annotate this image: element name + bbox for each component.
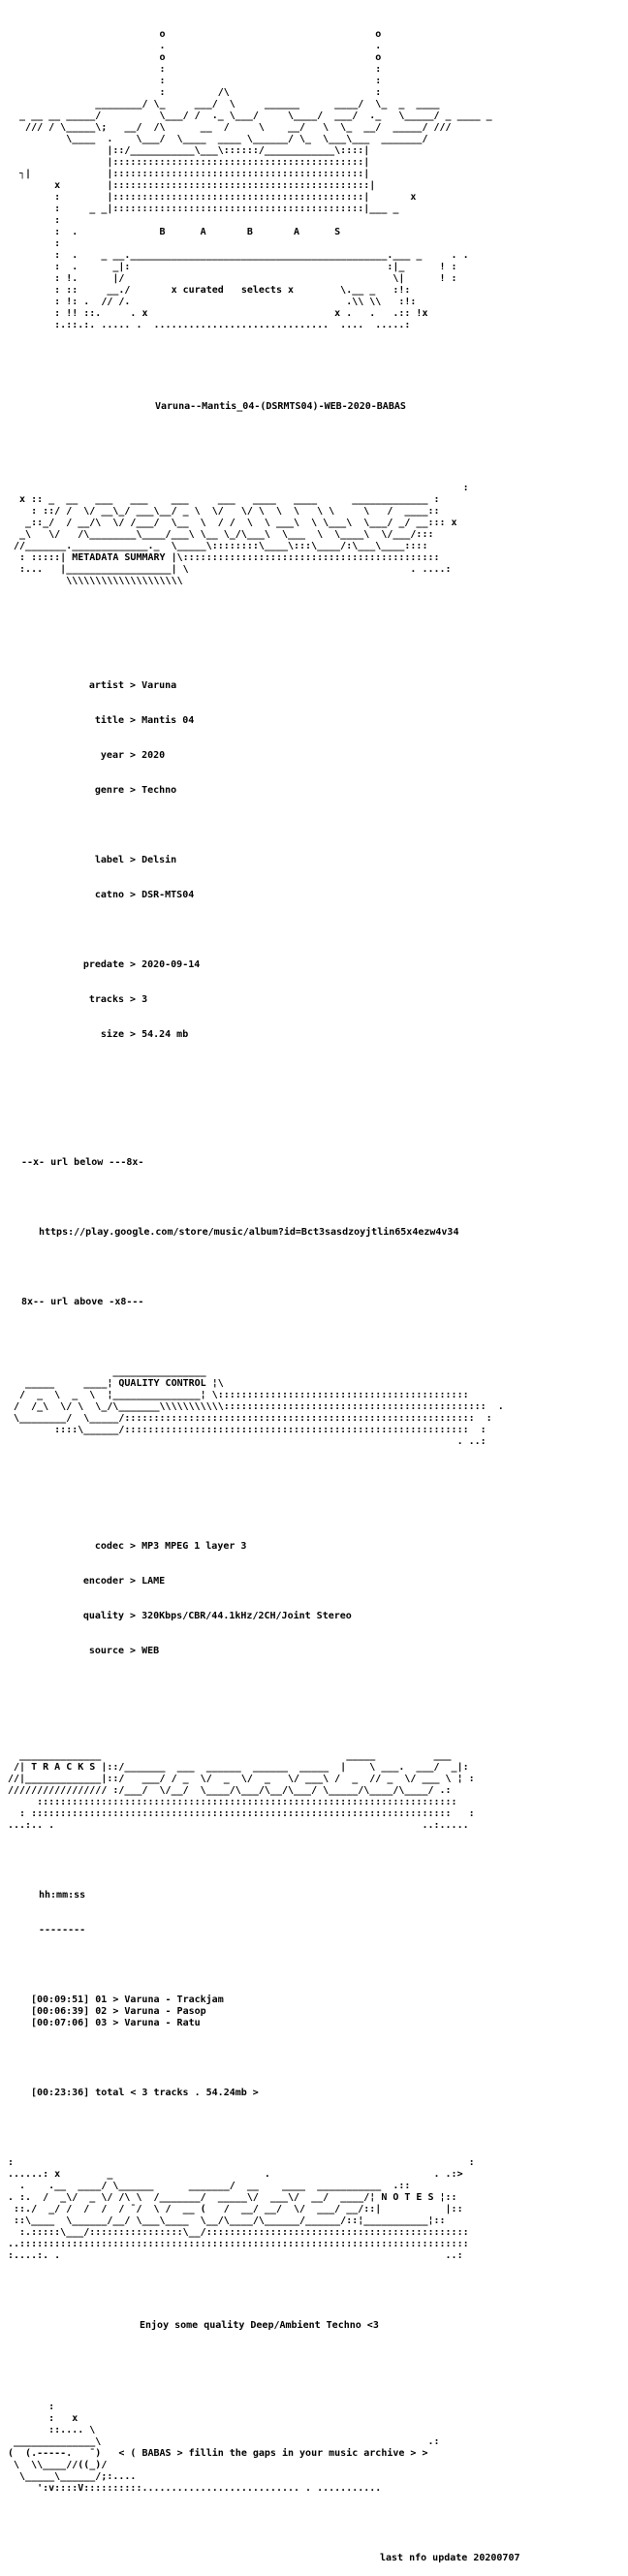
- footer-art-line: ______________\ .:: [8, 2436, 440, 2447]
- header-art-line: : |:::::::::::::::::::::::::::::::::::::::::::| x: [8, 192, 417, 203]
- metadata-art-line: :: [8, 483, 469, 493]
- quality-control-art: [8, 1367, 620, 1448]
- quality-list: [8, 1518, 620, 1681]
- quality-control-art-line: ::::\______/::::::::::::::::::::::::::::::::::::::::::::::::::::::::::: :: [8, 1425, 487, 1435]
- footer-art-line: ':v::::V::::::::::........................... . ...........: [8, 2483, 388, 2494]
- metadata-art-line: : :::::| METADATA SUMMARY |\::::::::::::::::::::::::::::::::::::::::::::: [8, 552, 440, 563]
- metadata-year-row: year > 2020: [100, 750, 166, 761]
- metadata-art-line: _::_/ / __/\ \/ /___/ \__ \ / / \ \ ___\ \ \___\ \___/ _/ __::: x: [8, 518, 457, 528]
- header-art-line: :: [8, 238, 61, 249]
- header-art-line: :.::.:. ..... . .............................. .... .....:: [8, 320, 411, 330]
- tracklist-header-underline: --------: [39, 1925, 86, 1935]
- tracks-art: [8, 1750, 620, 1832]
- footer-art-line: \_____\______/;:....: [8, 2471, 137, 2482]
- metadata-art-line: \\\\\\\\\\\\\\\\\\\\: [8, 576, 183, 586]
- metadata-artist-row: artist > Varuna: [88, 680, 177, 691]
- track-row: [00:09:51] 01 > Varuna - Trackjam: [31, 1995, 224, 2005]
- header-art-line: : !. |/ \| ! :: [8, 273, 457, 284]
- track-title: Ratu: [176, 2018, 201, 2028]
- track-artist: Varuna: [124, 1995, 160, 2005]
- quality-control-art-line: . ..:: [8, 1436, 487, 1447]
- track-time: [00:06:39]: [31, 2006, 90, 2017]
- notes-art-line: ::\____ \______/__/ \___\____ \__/\____/\______/______/::¦___________¦::: [8, 2215, 446, 2226]
- metadata-tracks-row: tracks > 3: [88, 994, 148, 1005]
- tracks-art-line: ///////////////// :/___/ \/__/ \____/\___/\__/\___/ \_____/\____/\____/ .:: [8, 1785, 452, 1796]
- tracks-art-line: : :::::::::::::::::::::::::::::::::::::::::::::::::::::::::::::::::::::::: :: [8, 1808, 475, 1819]
- header-art-line: : . _|: :|_ ! :: [8, 262, 457, 272]
- header-art-line: :: [8, 215, 61, 226]
- track-number: 01: [95, 1995, 108, 2005]
- header-art-line: x |::::::::::::::::::::::::::::::::::::::::::::|: [8, 180, 376, 191]
- quality-codec-row: codec > MP3 MPEG 1 layer 3: [94, 1541, 247, 1552]
- footer-art-line: ( (.-----. ¯) < ( BABAS > fillin the gaps in your music archive > >: [8, 2448, 428, 2459]
- quality-source-row: source > WEB: [88, 1646, 160, 1656]
- tracks-art-line: /| T R A C K S |::/_______ ___ ______ ______ _____ | \ ___. ___/ _|:: [8, 1762, 469, 1773]
- footer-art-line: ::.... \: [8, 2425, 96, 2435]
- notes-art-line: . .__ ____/ \______ _______/ __ ____ ___________ .::: [8, 2181, 411, 2191]
- header-art-line: /// / \_____\; __/ /\ __ / \ __/ \ \_ __/ _____/ ///: [8, 122, 452, 133]
- url-below-marker: --x- url below ---8x-: [21, 1157, 144, 1168]
- metadata-art-line: //_______._____________._ \_____\::::::::\____\:::\____/:\___\____::::: [8, 541, 428, 551]
- metadata-predate-row: predate > 2020-09-14: [82, 959, 201, 970]
- track-title: Pasop: [176, 2006, 206, 2017]
- url-above-marker: 8x-- url above -x8---: [21, 1297, 144, 1307]
- header-art-line: |:::::::::::::::::::::::::::::::::::::::::::|: [8, 157, 370, 168]
- tracklist-header: hh:mm:ss: [39, 1890, 86, 1901]
- track-time: [00:09:51]: [31, 1995, 90, 2005]
- header-art-line: o o: [8, 29, 382, 40]
- metadata-art-line: _\ \/ /\________\____/___\ \__ \_/\___\ \___ \ \____\ \/___/:::: [8, 529, 434, 540]
- quality-quality-row: quality > 320Kbps/CBR/44.1kHz/2CH/Joint Stereo: [82, 1611, 352, 1621]
- notes-text: Enjoy some quality Deep/Ambient Techno <3: [140, 2320, 379, 2331]
- quality-encoder-row: encoder > LAME: [82, 1576, 166, 1586]
- header-art-line: : !: . // /. .\\ \\ :!:: [8, 297, 417, 307]
- metadata-art-line: :... |__________________| \ . ....:: [8, 564, 452, 575]
- notes-art-line: :....:. . ..:: [8, 2250, 463, 2261]
- metadata-genre-row: genre > Techno: [94, 785, 177, 796]
- header-art-line: \____ . \___/ \____ ____ \______/ \_ \___\___ _______/: [8, 134, 428, 144]
- header-art-line: |::/___________\___\::::::/____________\::::|: [8, 145, 370, 156]
- header-art-line: _ __ __ _____/ \___/ / ._ \___/ \____/ ___/ ._ \_____/ _ ____ _: [8, 110, 492, 121]
- header-art-line: ┐| |:::::::::::::::::::::::::::::::::::::::::::|: [8, 169, 370, 179]
- track-title: Trackjam: [176, 1995, 224, 2005]
- notes-art-line: ......: x _ . . .:>: [8, 2169, 463, 2180]
- tracks-art-line: ______________ _____ ___: [8, 1750, 452, 1761]
- quality-control-art-line: \________/ \_____/:::::::::::::::::::::::::::::::::::::::::::::::::::::::::::: :: [8, 1413, 492, 1424]
- quality-control-art-line: ________________: [8, 1367, 206, 1377]
- notes-art-line: :.:::::\___/::::::::::::::::\__/:::::::::::::::::::::::::::::::::::::::::::::: [8, 2227, 469, 2238]
- tracklist-total: [00:23:36] total < 3 tracks . 54.24mb >: [31, 2088, 259, 2098]
- header-art-line: : !! ::. . x x . . .:: !x: [8, 308, 428, 319]
- footer-art: [8, 2402, 620, 2495]
- notes-art: [8, 2157, 620, 2262]
- quality-control-art-line: / /_\ \/ \ \_/\_______\\\\\\\\\\\::::::::::::::::::::::::::::::::::::::::::::: .: [8, 1401, 504, 1412]
- track-number: 02: [95, 2006, 108, 2017]
- tracks-art-line: ::::::::::::::::::::::::::::::::::::::::::::::::::::::::::::::::::::::::: [8, 1797, 457, 1807]
- header-art-line: : /\ :: [8, 87, 382, 98]
- metadata-title-row: title > Mantis 04: [94, 715, 195, 726]
- header-art-line: ________/ \_ ___/ \ ______ ____/ \_ _ ____: [8, 99, 440, 110]
- notes-art-line: ..:::::::::::::::::::::::::::::::::::::::::::::::::::::::::::::::::::::::::::::: [8, 2239, 469, 2249]
- track-number: 03: [95, 2018, 108, 2028]
- track-row: [00:07:06] 03 > Varuna - Ratu: [31, 2018, 201, 2028]
- track-artist: Varuna: [124, 2006, 160, 2017]
- metadata-catno-row: catno > DSR-MTS04: [94, 890, 195, 900]
- tracks-art-line: ...:.. . ..:.....: [8, 1820, 469, 1831]
- header-art-line: : . B A B A S: [8, 227, 341, 237]
- track-time: [00:07:06]: [31, 2018, 90, 2028]
- header-art-line: : :: [8, 76, 382, 86]
- header-art-line: . .: [8, 41, 382, 51]
- footer-art-line: :: [8, 2402, 55, 2412]
- album-url-link[interactable]: https://play.google.com/store/music/album?id=Bct3sasdzoyjtlin65x4ezw4v34: [39, 1227, 459, 1238]
- header-art-line: o o: [8, 52, 382, 63]
- metadata-label-row: label > Delsin: [94, 855, 177, 865]
- release-name: Varuna--Mantis_04-(DSRMTS04)-WEB-2020-BABAS: [155, 401, 406, 412]
- metadata-art-line: : ::/ / \/ __\_/ ___\__/ _ \ \/ \/ \ \ \ \ \ \ / ____::: [8, 506, 440, 517]
- footer-update: last nfo update 20200707: [380, 2553, 520, 2563]
- tracks-art-line: //|_____________|::/ ___/ / _ \/ _ \/ _ \/ ___\ / _ // _ \/ ___ \ ¦ :: [8, 1774, 475, 1784]
- quality-control-art-line: / _ \ _ \ ¦_______________¦ \:::::::::::::::::::::::::::::::::::::::::::: [8, 1390, 469, 1400]
- footer-art-line: \ \\____//((_)/: [8, 2460, 108, 2470]
- metadata-art-line: x :: _ __ ___ ___ ___ ___ ____ ____ _____________ :: [8, 494, 440, 505]
- track-list: [8, 1995, 620, 2029]
- track-artist: Varuna: [124, 2018, 160, 2028]
- header-art-line: : . _ __.____________________________________________.___ _ . .: [8, 250, 469, 261]
- metadata-art: [8, 483, 620, 587]
- metadata-list: [8, 657, 620, 1064]
- header-art-line: : :: [8, 64, 382, 75]
- metadata-size-row: size > 54.24 mb: [100, 1029, 189, 1040]
- header-art: [8, 29, 620, 331]
- header-art-line: : _ _|:::::::::::::::::::::::::::::::::::::::::::|___ _: [8, 204, 399, 214]
- header-art-line: : :: __./ x curated selects x \.__ _ :!:: [8, 285, 411, 296]
- notes-art-line: . :. / _\/ _ \/ /\ \ /_______/ _____\/ ___\/ __/ ____/¦ N O T E S ¦::: [8, 2192, 457, 2203]
- nfo-document: [8, 6, 620, 2576]
- quality-control-art-line: _____ ____¦ QUALITY CONTROL ¦\: [8, 1378, 224, 1389]
- notes-art-line: ::./ _/ / / / / ¯/ \ / __ ( / __/ __/ \/ ___/ __/::| |::: [8, 2204, 463, 2215]
- notes-art-line: : :: [8, 2157, 475, 2168]
- track-row: [00:06:39] 02 > Varuna - Pasop: [31, 2006, 206, 2017]
- footer-art-line: : x: [8, 2413, 78, 2424]
